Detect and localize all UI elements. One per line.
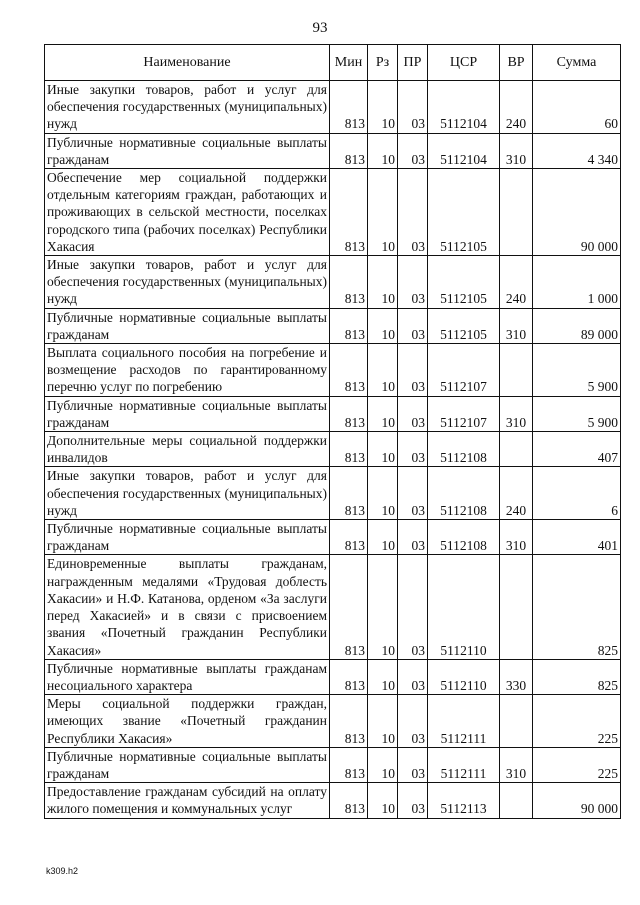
cell-pr: 03 [398, 169, 428, 256]
cell-pr: 03 [398, 467, 428, 520]
cell-csr: 5112108 [428, 432, 500, 467]
budget-table [44, 44, 621, 819]
cell-name: Публичные нормативные выплаты гражданам несоциального характера [45, 659, 330, 694]
cell-vr [500, 695, 533, 748]
column-header-pr: ПР [398, 45, 428, 81]
table-row [45, 396, 621, 431]
table-row [45, 308, 621, 343]
cell-name: Выплата социального пособия на погребение и возмещение расходов по гарантированному перечню услуг по погребению [45, 344, 330, 397]
cell-pr: 03 [398, 308, 428, 343]
cell-min: 813 [330, 695, 368, 748]
cell-csr: 5112105 [428, 308, 500, 343]
cell-min: 813 [330, 256, 368, 309]
cell-sum: 5 900 [533, 396, 621, 431]
table-row [45, 467, 621, 520]
cell-rz: 10 [368, 467, 398, 520]
page-number: 93 [312, 20, 328, 36]
cell-vr: 240 [500, 81, 533, 134]
cell-pr: 03 [398, 396, 428, 431]
cell-rz: 10 [368, 555, 398, 659]
cell-pr: 03 [398, 256, 428, 309]
cell-vr: 240 [500, 256, 533, 309]
cell-csr: 5112107 [428, 344, 500, 397]
cell-csr: 5112110 [428, 659, 500, 694]
cell-vr: 310 [500, 747, 533, 782]
table-row [45, 432, 621, 467]
column-header-csr: ЦСР [428, 45, 500, 81]
table-row [45, 81, 621, 134]
cell-pr: 03 [398, 747, 428, 782]
cell-sum: 1 000 [533, 256, 621, 309]
cell-name: Публичные нормативные социальные выплаты гражданам [45, 133, 330, 168]
cell-name: Публичные нормативные социальные выплаты гражданам [45, 747, 330, 782]
cell-sum: 60 [533, 81, 621, 134]
cell-name: Иные закупки товаров, работ и услуг для обеспечения государственных (муниципальных) нужд [45, 256, 330, 309]
cell-sum: 90 000 [533, 169, 621, 256]
cell-min: 813 [330, 81, 368, 134]
cell-name: Публичные нормативные социальные выплаты гражданам [45, 396, 330, 431]
cell-csr: 5112113 [428, 783, 500, 818]
footer-code: k309.h2 [46, 866, 79, 876]
cell-name: Иные закупки товаров, работ и услуг для обеспечения государственных (муниципальных) нужд [45, 467, 330, 520]
cell-min: 813 [330, 747, 368, 782]
cell-vr: 330 [500, 659, 533, 694]
cell-sum: 825 [533, 659, 621, 694]
table-row [45, 659, 621, 694]
column-header-sum: Сумма [533, 45, 621, 81]
header-row [45, 45, 621, 81]
table-row [45, 133, 621, 168]
cell-rz: 10 [368, 747, 398, 782]
cell-min: 813 [330, 133, 368, 168]
cell-min: 813 [330, 783, 368, 818]
cell-name: Единовременные выплаты гражданам, награжденным медалями «Трудовая доблесть Хакасии» и Н.Ф. Катанова, орденом «За заслуги перед Хакасией» и в связи с присвоением звания «Почетный гражданин Республики Хакасия» [45, 555, 330, 659]
table-row [45, 344, 621, 397]
table-row [45, 256, 621, 309]
cell-vr: 310 [500, 520, 533, 555]
cell-csr: 5112107 [428, 396, 500, 431]
table-row [45, 695, 621, 748]
column-header-name: Наименование [45, 45, 330, 81]
cell-name: Дополнительные меры социальной поддержки инвалидов [45, 432, 330, 467]
cell-sum: 225 [533, 695, 621, 748]
table-row [45, 747, 621, 782]
cell-vr: 310 [500, 308, 533, 343]
cell-rz: 10 [368, 396, 398, 431]
cell-csr: 5112110 [428, 555, 500, 659]
cell-rz: 10 [368, 169, 398, 256]
cell-csr: 5112104 [428, 133, 500, 168]
cell-name: Иные закупки товаров, работ и услуг для обеспечения государственных (муниципальных) нужд [45, 81, 330, 134]
cell-csr: 5112111 [428, 695, 500, 748]
cell-sum: 89 000 [533, 308, 621, 343]
cell-min: 813 [330, 344, 368, 397]
cell-rz: 10 [368, 695, 398, 748]
table-row [45, 520, 621, 555]
cell-vr: 240 [500, 467, 533, 520]
cell-sum: 401 [533, 520, 621, 555]
cell-sum: 5 900 [533, 344, 621, 397]
cell-vr: 310 [500, 133, 533, 168]
cell-rz: 10 [368, 256, 398, 309]
cell-min: 813 [330, 555, 368, 659]
cell-rz: 10 [368, 81, 398, 134]
cell-vr: 310 [500, 396, 533, 431]
cell-name: Публичные нормативные социальные выплаты гражданам [45, 520, 330, 555]
table-row [45, 783, 621, 818]
cell-sum: 6 [533, 467, 621, 520]
cell-rz: 10 [368, 344, 398, 397]
cell-csr: 5112108 [428, 467, 500, 520]
cell-pr: 03 [398, 783, 428, 818]
table-row [45, 555, 621, 659]
cell-pr: 03 [398, 344, 428, 397]
cell-min: 813 [330, 432, 368, 467]
cell-pr: 03 [398, 695, 428, 748]
cell-rz: 10 [368, 133, 398, 168]
cell-sum: 825 [533, 555, 621, 659]
cell-vr [500, 432, 533, 467]
cell-vr [500, 169, 533, 256]
cell-name: Предоставление гражданам субсидий на оплату жилого помещения и коммунальных услуг [45, 783, 330, 818]
cell-vr [500, 783, 533, 818]
cell-min: 813 [330, 169, 368, 256]
cell-rz: 10 [368, 308, 398, 343]
cell-csr: 5112111 [428, 747, 500, 782]
cell-sum: 4 340 [533, 133, 621, 168]
cell-pr: 03 [398, 133, 428, 168]
cell-pr: 03 [398, 81, 428, 134]
cell-pr: 03 [398, 520, 428, 555]
cell-rz: 10 [368, 432, 398, 467]
cell-pr: 03 [398, 432, 428, 467]
cell-sum: 407 [533, 432, 621, 467]
cell-csr: 5112104 [428, 81, 500, 134]
cell-sum: 90 000 [533, 783, 621, 818]
cell-rz: 10 [368, 520, 398, 555]
cell-rz: 10 [368, 659, 398, 694]
cell-name: Меры социальной поддержки граждан, имеющих звание «Почетный гражданин Республики Хакасия» [45, 695, 330, 748]
column-header-min: Мин [330, 45, 368, 81]
cell-vr [500, 344, 533, 397]
cell-vr [500, 555, 533, 659]
cell-csr: 5112105 [428, 169, 500, 256]
cell-pr: 03 [398, 555, 428, 659]
cell-csr: 5112105 [428, 256, 500, 309]
table-row [45, 169, 621, 256]
cell-min: 813 [330, 467, 368, 520]
cell-pr: 03 [398, 659, 428, 694]
cell-csr: 5112108 [428, 520, 500, 555]
cell-min: 813 [330, 308, 368, 343]
cell-name: Публичные нормативные социальные выплаты гражданам [45, 308, 330, 343]
cell-min: 813 [330, 659, 368, 694]
cell-min: 813 [330, 520, 368, 555]
column-header-rz: Рз [368, 45, 398, 81]
column-header-vr: ВР [500, 45, 533, 81]
cell-sum: 225 [533, 747, 621, 782]
cell-rz: 10 [368, 783, 398, 818]
cell-name: Обеспечение мер социальной поддержки отдельным категориям граждан, работающих и проживающих в сельской местности, поселках городского типа (рабочих поселках) Республики Хакасия [45, 169, 330, 256]
cell-min: 813 [330, 396, 368, 431]
